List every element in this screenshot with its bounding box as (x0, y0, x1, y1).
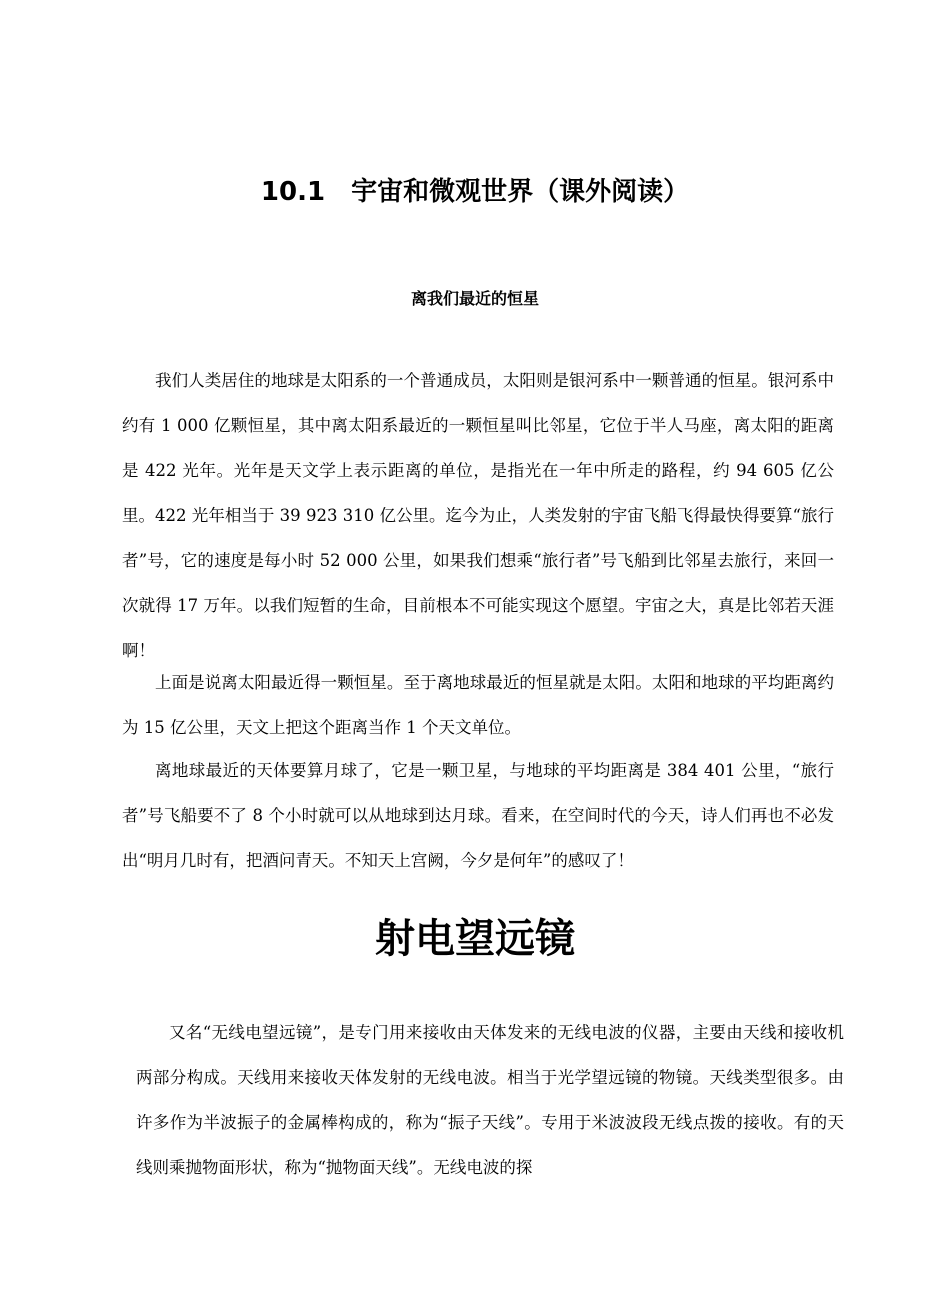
paragraph: 又名“无线电望远镜”，是专门用来接收由天体发来的无线电波的仪器，主要由天线和接收机两部分构成。天线用来接收天体发射的无线电波。相当于光学望远镜的物镜。天线类型很多。由许多作为半波振子的金属棒构成的，称为“振子天线”。专用于米波波段无线点拨的接收。有的天线则乘抛物面形状，称为“抛物面天线”。无线电波的探 (136, 1023, 844, 1177)
main-title: 10.1 宇宙和微观世界（课外阅读） (260, 177, 690, 207)
paragraph-block-1 (122, 358, 834, 673)
paragraph: 我们人类居住的地球是太阳系的一个普通成员，太阳则是银河系中一颗普通的恒星。银河系中约有 1 000 亿颗恒星，其中离太阳系最近的一颗恒星叫比邻星，它位于半人马座，离太阳的距离是 422 光年。光年是天文学上表示距离的单位，是指光在一年中所走的路程，约 94 605 亿公里。422 光年相当于 39 923 310 亿公里。迄今为止，人类发射的宇宙飞船飞得最快得要算“旅行者”号，它的速度是每小时 52 000 公里，如果我们想乘“旅行者”号飞船到比邻星去旅行，来回一次就得 17 万年。以我们短暂的生命，目前根本不可能实现这个愿望。宇宙之大，真是比邻若天涯啊！ (122, 371, 834, 660)
section-title: 射电望远镜 (375, 915, 575, 962)
paragraph: 离地球最近的天体要算月球了，它是一颗卫星，与地球的平均距离是 384 401 公里，“旅行者”号飞船要不了 8 个小时就可以从地球到达月球。看来，在空间时代的今天，诗人们再也不必发出“明月几时有，把酒问青天。不知天上宫阙，今夕是何年”的感叹了！ (122, 761, 834, 870)
paragraph: 上面是说离太阳最近得一颗恒星。至于离地球最近的恒星就是太阳。太阳和地球的平均距离约为 15 亿公里，天文上把这个距离当作 1 个天文单位。 (122, 673, 834, 737)
section-paragraph-block (136, 1010, 844, 1190)
paragraph-block-3 (122, 748, 834, 883)
paragraph-block-2 (122, 660, 834, 750)
subtitle: 离我们最近的恒星 (410, 289, 539, 308)
